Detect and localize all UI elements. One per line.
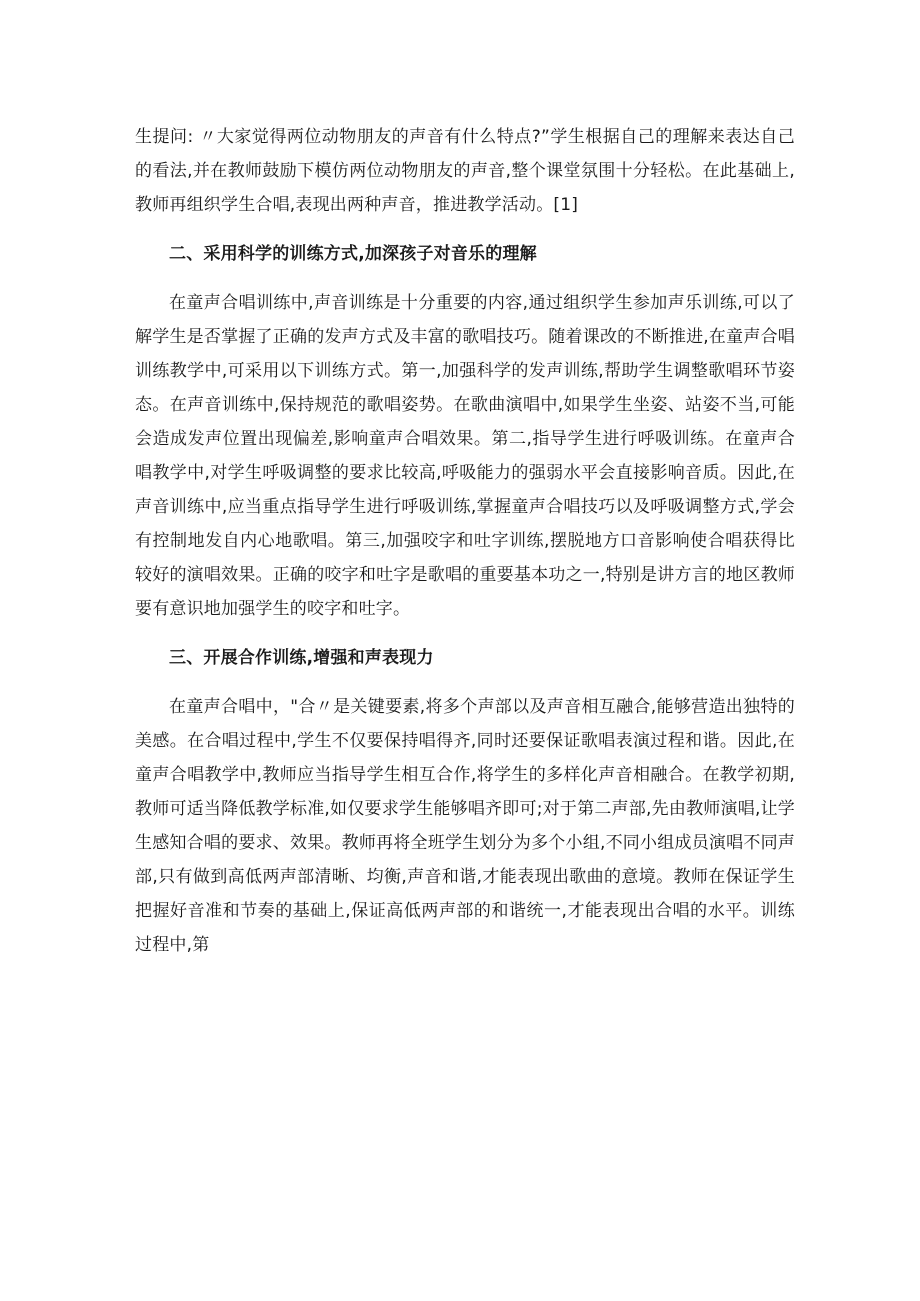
- document-body: [135, 120, 795, 977]
- paragraph-training-methods: 在童声合唱训练中,声音训练是十分重要的内容,通过组织学生参加声乐训练,可以了解学生是否掌握了正确的发声方式及丰富的歌唱技巧。随着课改的不断推进,在童声合唱训练教学中,可采用以下训练方式。第一,加强科学的发声训练,帮助学生调整歌唱环节姿态。在声音训练中,保持规范的歌唱姿势。在歌曲演唱中,如果学生坐姿、站姿不当,可能会造成发声位置出现偏差,影响童声合唱效果。第二,指导学生进行呼吸训练。在童声合唱教学中,对学生呼吸调整的要求比较高,呼吸能力的强弱水平会直接影响音质。因此,在声音训练中,应当重点指导学生进行呼吸训练,掌握童声合唱技巧以及呼吸调整方式,学会有控制地发自内心地歌唱。第三,加强咬字和吐字训练,摆脱地方口音影响使合唱获得比较好的演唱效果。正确的咬字和吐字是歌唱的重要基本功之一,特别是讲方言的地区教师要有意识地加强学生的咬字和吐字。: [135, 293, 795, 619]
- paragraph-intro: 生提问: 〃大家觉得两位动物朋友的声音有什么特点?”学生根据自己的理解来表达自己的看法,并在教师鼓励下模仿两位动物朋友的声音,整个课堂氛围十分轻松。在此基础上,教师再组织学生合唱,表现出两种声音，推进教学活动。[1]: [135, 127, 795, 215]
- paragraph-cooperative-training: 在童声合唱中，"合〃是关键要素,将多个声部以及声音相互融合,能够营造出独特的美感。在合唱过程中,学生不仅要保持唱得齐,同时还要保证歌唱表演过程和谐。因此,在童声合唱教学中,教师应当指导学生相互合作,将学生的多样化声音相融合。在教学初期,教师可适当降低教学标准,如仅要求学生能够唱齐即可;对于第二声部,先由教师演唱,让学生感知合唱的要求、效果。教师再将全班学生划分为多个小组,不同小组成员演唱不同声部,只有做到高低两声部清晰、均衡,声音和谐,才能表现出歌曲的意境。教师在保证学生把握好音准和节奏的基础上,保证高低两声部的和谐统一,才能表现出合唱的水平。训练过程中,第: [135, 697, 795, 955]
- section-heading-2: 二、采用科学的训练方式,加深孩子对音乐的理解: [169, 244, 537, 264]
- section-heading-3: 三、开展合作训练,增强和声表现力: [169, 648, 434, 668]
